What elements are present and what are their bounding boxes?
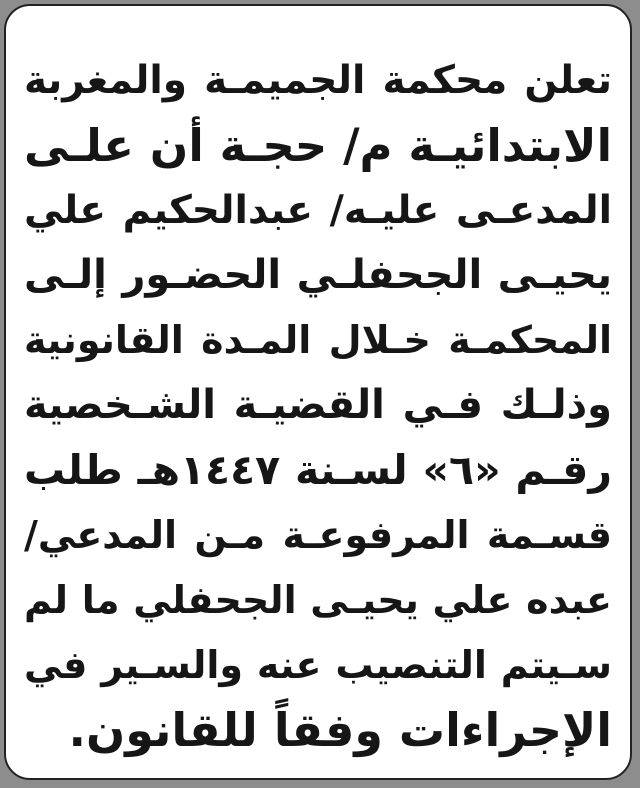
notice-line-10: سـيتم التنصيب عنه والسـير في: [24, 643, 612, 687]
notice-line-5: المحكمـة خـلال المـدة القانونية: [24, 318, 612, 362]
notice-line-6: وذلـك فـي القضيـة الشـخصية: [24, 382, 612, 428]
notice-line-2: الابتدائيـة م/ حجـة أن علـى: [24, 119, 612, 172]
notice-line-9: عبده علي يحيـى الجحفلي ما لم: [24, 578, 612, 622]
notice-body: [24, 48, 612, 763]
notice-line-8: قسـمة المرفوعـة مـن المدعي/: [24, 513, 612, 557]
notice-line-11: الإجراءات وفقاً للقانون.: [68, 703, 612, 757]
notice-line-1: تعلن محكمة الجميمـة والمغربة: [24, 58, 612, 103]
notice-frame: [4, 4, 632, 780]
notice-line-3: المدعـى عليـه/ عبدالحكيم علي: [24, 188, 612, 233]
notice-line-7: رقـم «٦» لسـنة ١٤٤٧هـ طلب: [24, 446, 612, 494]
notice-line-4: يحيـى الجحفلـي الحضـور إلـى: [24, 252, 612, 298]
